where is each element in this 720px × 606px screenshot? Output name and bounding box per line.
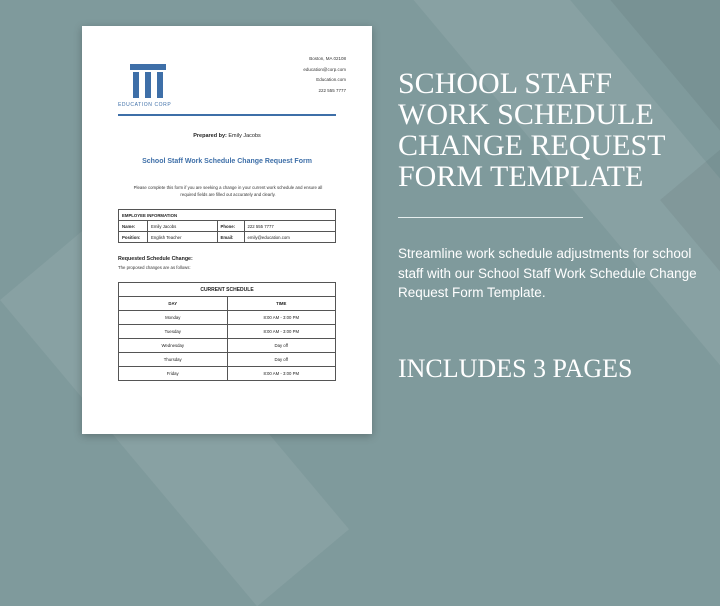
position-value: English Teacher [148, 232, 218, 243]
column-header-time: TIME [227, 297, 336, 311]
headline-line: SCHOOL STAFF [398, 67, 613, 100]
requested-change-title: Requested Schedule Change: [118, 256, 193, 262]
table-row [119, 353, 336, 367]
current-schedule-header: CURRENT SCHEDULE [119, 283, 336, 297]
time-cell: Day off [227, 353, 336, 367]
day-cell: Friday [119, 367, 228, 381]
contact-email: education@corp.com [303, 66, 346, 72]
header-divider [118, 114, 336, 116]
prepared-label: Prepared by: [193, 133, 227, 139]
phone-value: 222 555 7777 [244, 221, 335, 232]
phone-label: Phone: [217, 221, 244, 232]
contact-website: Education.com [316, 77, 346, 82]
name-value: Emily Jacobs [148, 221, 218, 232]
promo-headline [398, 68, 708, 192]
promo-divider [398, 217, 583, 218]
name-label: Name: [119, 221, 148, 232]
time-cell: Day off [227, 339, 336, 353]
contact-address: Boston, MA 02108 [309, 56, 346, 61]
contact-block [303, 54, 346, 96]
form-title: School Staff Work Schedule Change Request Form [142, 158, 312, 165]
position-label: Position: [119, 232, 148, 243]
includes-pages: INCLUDES 3 PAGES [398, 354, 633, 383]
table-row [119, 325, 336, 339]
headline-line: WORK SCHEDULE [398, 98, 654, 131]
headline-line: CHANGE REQUEST [398, 129, 666, 162]
contact-phone: 222 555 7777 [318, 87, 346, 93]
time-cell: 8:00 AM - 3:00 PM [227, 311, 336, 325]
table-row [119, 367, 336, 381]
intro-paragraph: Please complete this form if you are seeking a change in your current work schedule and ensure all required fields are filled out accurately and clearly. [133, 185, 323, 197]
time-cell: 8:00 AM - 3:00 PM [227, 367, 336, 381]
email-value: emily@education.com [244, 232, 335, 243]
prepared-by [82, 133, 372, 139]
education-corp-logo-icon [130, 64, 166, 98]
requested-change-subtitle: The proposed changes are as follows: [118, 265, 191, 270]
time-cell: 8:00 AM - 3:00 PM [227, 325, 336, 339]
day-cell: Tuesday [119, 325, 228, 339]
prepared-name: Emily Jacobs [228, 133, 261, 139]
column-header-day: DAY [119, 297, 228, 311]
headline-line: FORM TEMPLATE [398, 160, 644, 193]
document-page [82, 26, 372, 434]
day-cell: Thursday [119, 353, 228, 367]
table-row [119, 311, 336, 325]
email-label: Email: [217, 232, 244, 243]
employee-info-header: EMPLOYEE INFORMATION [119, 210, 336, 221]
day-cell: Monday [119, 311, 228, 325]
employee-information-table [118, 209, 336, 243]
current-schedule-table [118, 282, 336, 381]
table-row [119, 339, 336, 353]
logo-text: EDUCATION CORP [118, 102, 172, 108]
promo-description: Streamline work schedule adjustments for school staff with our School Staff Work Schedule Change Request Form Template. [398, 246, 697, 300]
day-cell: Wednesday [119, 339, 228, 353]
